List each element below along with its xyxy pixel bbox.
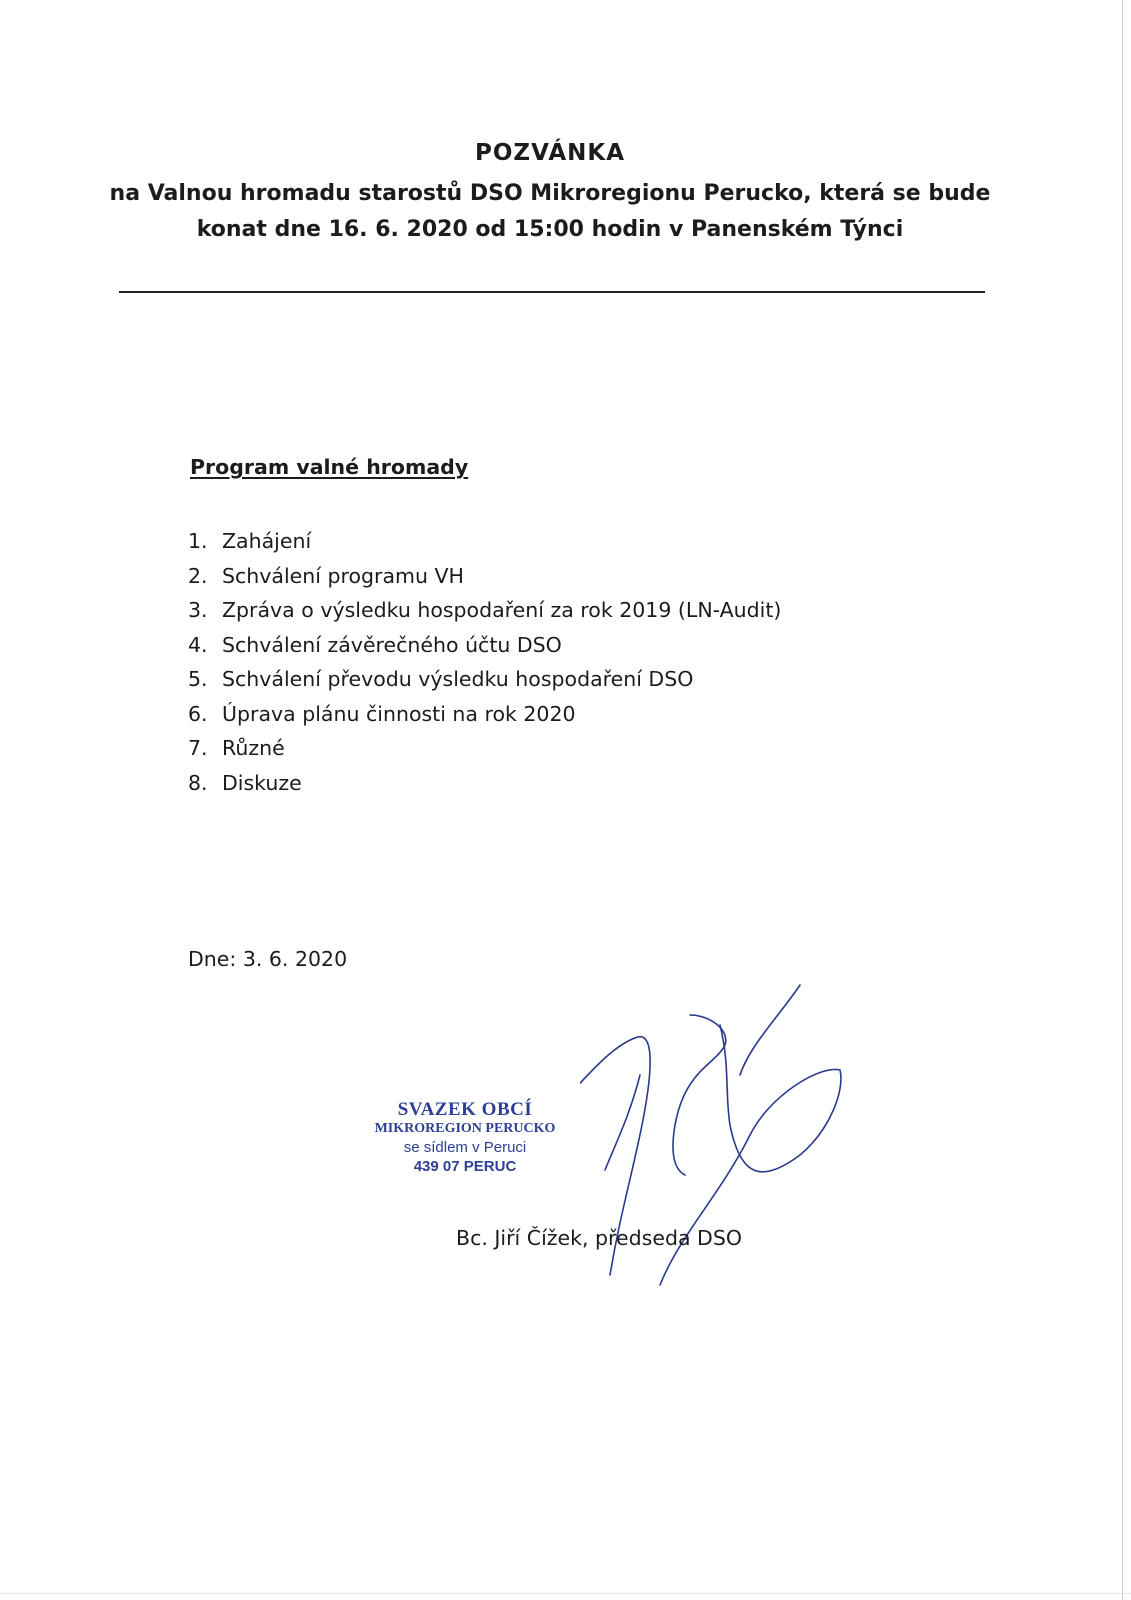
- scan-edge: [1122, 0, 1123, 1600]
- agenda-item: [188, 524, 781, 559]
- section-heading: Program valné hromady: [190, 455, 469, 479]
- horizontal-rule: [119, 291, 985, 293]
- agenda-item-text: Různé: [222, 736, 285, 760]
- agenda-item-number: 3.: [188, 598, 208, 622]
- handwritten-signature: [580, 975, 880, 1305]
- agenda-item-text: Úprava plánu činnosti na rok 2020: [222, 701, 576, 726]
- agenda-item-number: 4.: [188, 632, 208, 657]
- subtitle-line: konat dne 16. 6. 2020 od 15:00 hodin v Panenském Týnci: [196, 217, 904, 242]
- agenda-item-text: Schválení převodu výsledku hospodaření DSO: [222, 667, 694, 691]
- agenda-item-number: 6.: [188, 701, 208, 726]
- agenda-item: [188, 731, 781, 766]
- agenda-item: [188, 559, 781, 594]
- agenda-item-text: Zahájení: [222, 529, 312, 553]
- agenda-item-text: Schválení závěrečného účtu DSO: [222, 632, 562, 657]
- agenda-item-number: 5.: [188, 667, 208, 691]
- agenda-item-text: Zpráva o výsledku hospodaření za rok 2019 (LN-Audit): [222, 598, 782, 622]
- agenda-item: [188, 593, 781, 628]
- subtitle-line: na Valnou hromadu starostů DSO Mikroregionu Perucko, která se bude: [109, 181, 991, 206]
- agenda-item-number: 1.: [188, 529, 208, 553]
- document-title: POZVÁNKA: [475, 140, 625, 166]
- agenda-item: [188, 662, 781, 697]
- stamp-line: 439 07 PERUC: [413, 1158, 517, 1175]
- agenda-item: [188, 766, 781, 801]
- stamp-line: SVAZEK OBCÍ: [397, 1099, 533, 1120]
- agenda-list: [188, 524, 781, 800]
- agenda-item-text: Diskuze: [222, 770, 302, 795]
- agenda-item-number: 7.: [188, 736, 208, 760]
- organization-stamp: [350, 1100, 580, 1176]
- agenda-item: [188, 697, 781, 732]
- document-subtitle: [0, 176, 1100, 248]
- issue-date: Dne: 3. 6. 2020: [188, 947, 348, 971]
- agenda-item-text: Schválení programu VH: [222, 563, 464, 588]
- agenda-item-number: 8.: [188, 770, 208, 795]
- stamp-line: se sídlem v Peruci: [403, 1139, 527, 1156]
- stamp-line: MIKROREGION PERUCKO: [374, 1121, 556, 1136]
- agenda-item-number: 2.: [188, 563, 208, 588]
- signer-name: Bc. Jiří Čížek, předseda DSO: [456, 1226, 742, 1250]
- agenda-item: [188, 628, 781, 663]
- scan-edge: [0, 1593, 1131, 1594]
